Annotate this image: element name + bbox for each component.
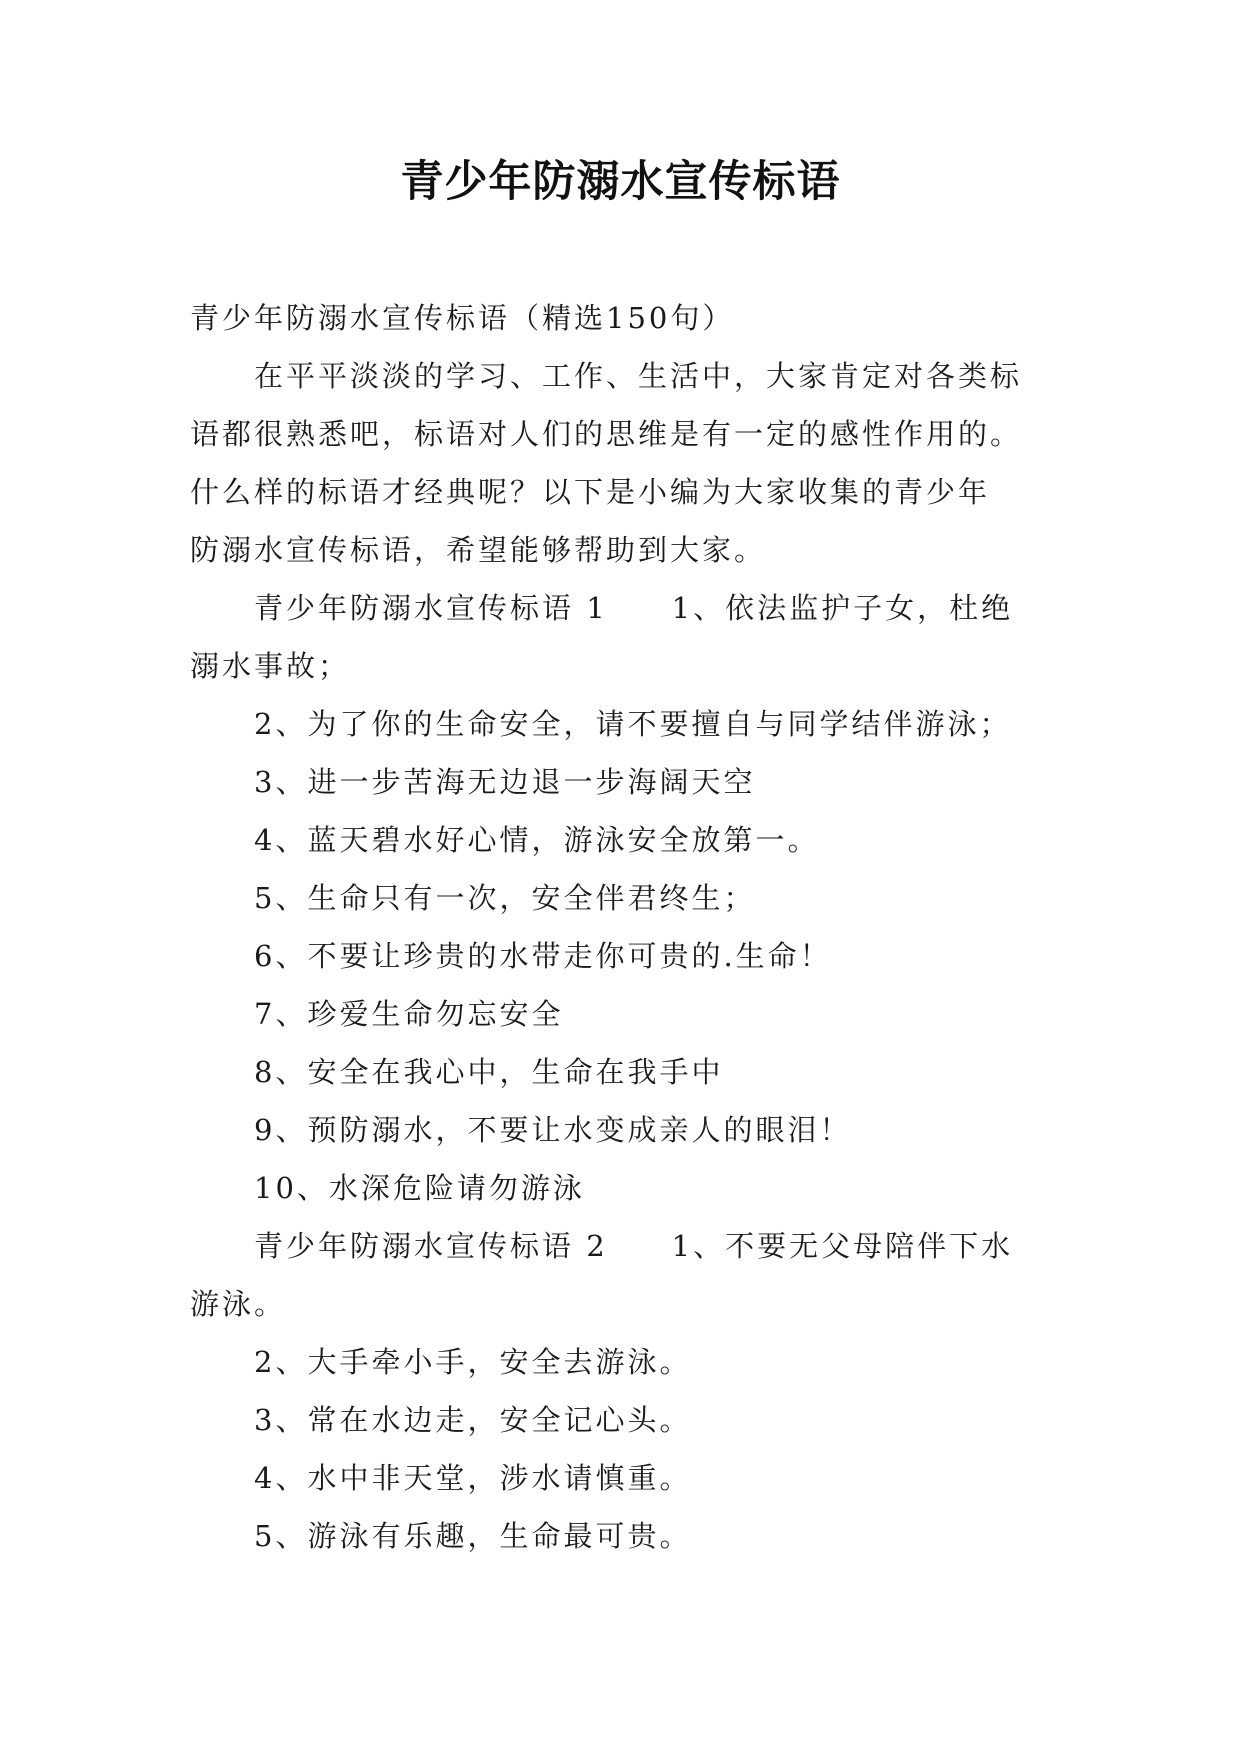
list-item: 7、珍爱生命勿忘安全 <box>254 997 564 1031</box>
intro-line-1: 在平平淡淡的学习、工作、生活中，大家肯定对各类标 <box>254 359 1023 393</box>
document-body <box>190 289 1060 1565</box>
list-item: 4、蓝天碧水好心情，游泳安全放第一。 <box>254 823 820 857</box>
list-item: 8、安全在我心中，生命在我手中 <box>254 1055 724 1089</box>
list-item: 2、大手牵小手，安全去游泳。 <box>254 1345 692 1379</box>
list-item: 3、进一步苦海无边退一步海阔天空 <box>254 765 756 799</box>
list-item: 9、预防溺水，不要让水变成亲人的眼泪！ <box>254 1113 852 1147</box>
intro-paragraph <box>190 347 1060 579</box>
intro-line-2: 语都很熟悉吧，标语对人们的思维是有一定的感性作用的。 <box>190 417 1023 451</box>
list-item: 6、不要让珍贵的水带走你可贵的.生命！ <box>254 939 832 973</box>
section2-list <box>190 1333 1060 1565</box>
section2-heading-line-2: 游泳。 <box>190 1287 287 1321</box>
section1-list <box>190 695 1060 1217</box>
list-item: 5、生命只有一次，安全伴君终生； <box>254 881 756 915</box>
list-item: 2、为了你的生命安全，请不要擅自与同学结伴游泳； <box>254 707 1012 741</box>
section1-heading <box>190 579 1060 695</box>
list-item: 3、常在水边走，安全记心头。 <box>254 1403 692 1437</box>
list-item: 10、水深危险请勿游泳 <box>254 1171 585 1205</box>
document-title: 青少年防溺水宣传标语 <box>400 157 841 207</box>
list-item: 4、水中非天堂，涉水请慎重。 <box>254 1461 692 1495</box>
subtitle-text: 青少年防溺水宣传标语（精选150句） <box>190 301 735 335</box>
subtitle-line <box>190 289 1060 347</box>
list-item: 5、游泳有乐趣，生命最可贵。 <box>254 1519 692 1553</box>
section1-heading-line-1: 青少年防溺水宣传标语 1 1、依法监护子女，杜绝 <box>254 591 1014 625</box>
section2-heading-line-1: 青少年防溺水宣传标语 2 1、不要无父母陪伴下水 <box>254 1229 1014 1263</box>
intro-line-3: 什么样的标语才经典呢？以下是小编为大家收集的青少年 <box>190 475 991 509</box>
section2-heading <box>190 1217 1060 1333</box>
intro-line-4: 防溺水宣传标语，希望能够帮助到大家。 <box>190 533 767 567</box>
section1-heading-line-2: 溺水事故； <box>190 649 351 683</box>
